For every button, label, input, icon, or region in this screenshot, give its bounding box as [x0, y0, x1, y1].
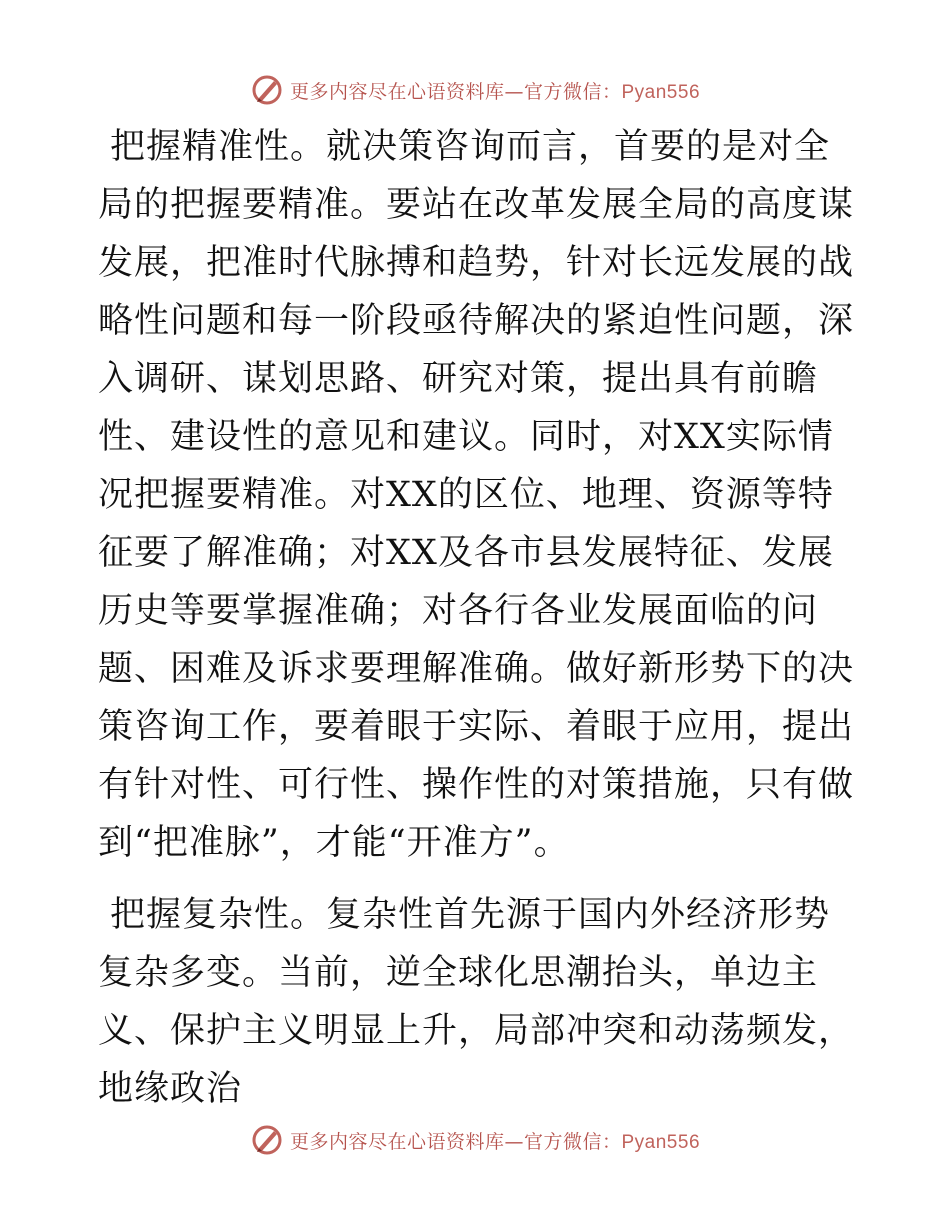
footer-banner-contact-label: 官方微信： [523, 1130, 622, 1153]
footer-banner-title: 更多内容尽在心语资料库 [289, 1130, 505, 1153]
footer-banner-contact-id: Pyan556 [621, 1131, 701, 1153]
pen-circle-logo-icon [250, 1123, 284, 1157]
header-banner-title: 更多内容尽在心语资料库 [289, 80, 505, 103]
header-banner-separator: — [504, 80, 524, 103]
document-body [98, 118, 858, 1132]
header-banner-contact-id: Pyan556 [621, 81, 701, 103]
footer-banner [0, 1120, 950, 1160]
header-banner [0, 70, 950, 110]
footer-banner-separator: — [504, 1130, 524, 1153]
header-banner-text [290, 77, 700, 104]
footer-banner-text [290, 1127, 700, 1154]
paragraph-complexity: 把握复杂性。复杂性首先源于国内外经济形势复杂多变。当前，逆全球化思潮抬头，单边主义、保护主义明显上升，局部冲突和动荡频发，地缘政治 [98, 895, 855, 1109]
header-banner-contact-label: 官方微信： [523, 80, 622, 103]
pen-circle-logo-icon [250, 73, 284, 107]
paragraph-precision: 把握精准性。就决策咨询而言，首要的是对全局的把握要精准。要站在改革发展全局的高度谋发展，把准时代脉搏和趋势，针对长远发展的战略性问题和每一阶段亟待解决的紧迫性问题，深入调研、谋划思路、研究对策，提出具有前瞻性、建设性的意见和建议。同时，对XX实际情况把握要精准。对XX的区位、地理、资源等特征要了解准确；对XX及各市县发展特征、发展历史等要掌握准确；对各行各业发展面临的问题、困难及诉求要理解准确。做好新形势下的决策咨询工作，要着眼于实际、着眼于应用，提出有针对性、可行性、操作性的对策措施，只有做到“把准脉”，才能“开准方”。 [98, 127, 855, 863]
